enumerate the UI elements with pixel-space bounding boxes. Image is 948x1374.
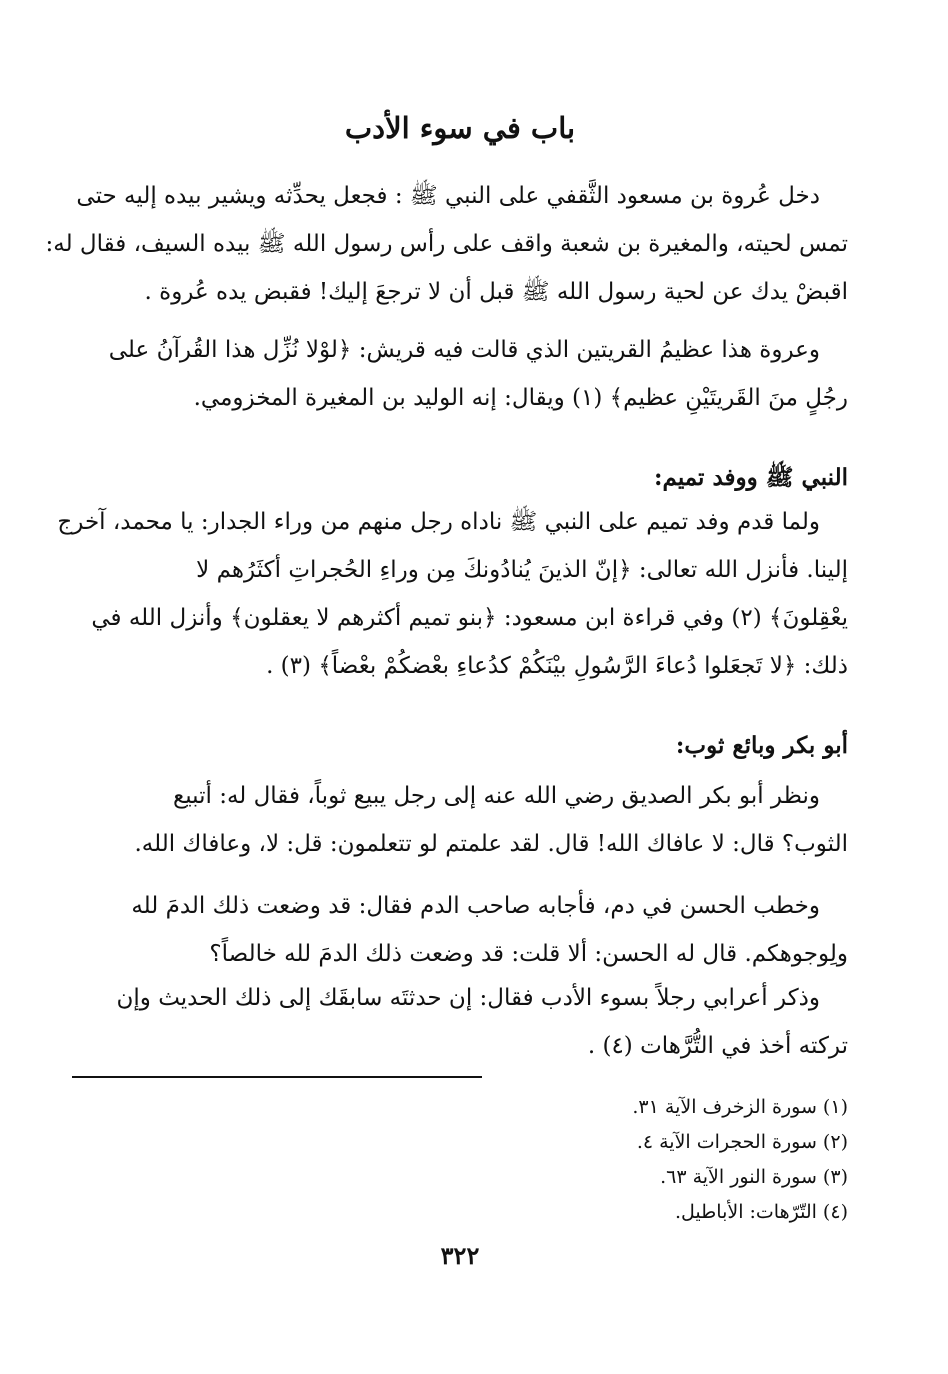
text-line: ولما قدم وفد تميم على النبي ﷺ ناداه رجل منهم من وراء الجدار: يا محمد، آخرج [57, 509, 820, 535]
text-line: تمس لحيته، والمغيرة بن شعبة واقف على رأس رسول الله ﷺ بيده السيف، فقال له: [45, 231, 848, 257]
text-line: يعْقِلونَ﴾ (٢) وفي قراءة ابن مسعود: ﴿بنو تميم أكثرهم لا يعقلون﴾ وأنزل الله في [91, 605, 848, 631]
text-line: إلينا. فأنزل الله تعالى: ﴿إنّ الذينَ يُنادُونكَ مِن وراءِ الحُجراتِ أكثَرُهم لا [196, 557, 848, 583]
paragraph-urwa [45, 172, 848, 316]
text-line: وعروة هذا عظيمُ القريتين الذي قالت فيه قريش: ﴿لوْلا نُزِّل هذا القُرآنُ على [108, 337, 820, 363]
text-line: وخطب الحسن في دم، فأجابه صاحب الدم فقال: قد وضعت ذلك الدمَ لله [131, 893, 820, 919]
text-line: تركته أخذ في التُّرَّهات (٤) . [587, 1033, 848, 1059]
page-number: ٣٢٢ [440, 1241, 480, 1270]
chapter-title: باب في سوء الأدب [344, 111, 576, 145]
footnote-divider [72, 1076, 482, 1078]
paragraph-two-towns [72, 326, 848, 422]
footnote-item: (١) سورة الزخرف الآية ٣١. [632, 1096, 848, 1118]
text-line: اقبضْ يدك عن لحية رسول الله ﷺ قبل أن لا ترجعَ إليك! فقبض يده عُروة . [144, 279, 848, 305]
paragraph-abu-bakr [72, 772, 848, 868]
footnote-item: (٣) سورة النور الآية ٦٣. [660, 1166, 848, 1188]
footnote-item: (٤) التّرّهات: الأباطيل. [675, 1201, 848, 1223]
book-page [45, 0, 848, 1374]
paragraph-hasan [72, 882, 848, 978]
text-line: دخل عُروة بن مسعود الثَّقفي على النبي ﷺ : فجعل يحدِّثه ويشير بيده إليه حتى [76, 183, 820, 209]
paragraph-bedouin [72, 974, 848, 1070]
section-heading-tamim: النبي ﷺ ووفد تميم: [654, 464, 848, 491]
text-line: ذلك: ﴿لا تَجعَلوا دُعاءَ الرَّسُولِ بيْنَكُمْ كدُعاءِ بعْضكُمْ بعْضاً﴾ (٣) . [266, 653, 848, 679]
section-heading-abu-bakr: أبو بكر وبائع ثوب: [675, 732, 848, 759]
paragraph-tamim [57, 498, 848, 690]
text-line: ونظر أبو بكر الصديق رضي الله عنه إلى رجل يبيع ثوباً، فقال له: أتبيع [172, 783, 820, 809]
text-line: وذكر أعرابي رجلاً بسوء الأدب فقال: إن حدثتَه سابقَك إلى ذلك الحديث وإن [116, 985, 820, 1011]
footnote-item: (٢) سورة الحجرات الآية ٤. [636, 1131, 848, 1153]
footnotes-list [72, 1090, 848, 1230]
text-line: الثوب؟ قال: لا عافاك الله! قال. لقد علمتم لو تتعلمون: قل: لا، وعافاك الله. [134, 831, 848, 857]
text-line: رجُلٍ منَ القَريتَيْنِ عظيم﴾ (١) ويقال: إنه الوليد بن المغيرة المخزومي. [193, 385, 848, 411]
text-line: ولِوجوهكم. قال له الحسن: ألا قلت: قد وضعت ذلك الدمَ لله خالصاً؟ [209, 941, 848, 967]
